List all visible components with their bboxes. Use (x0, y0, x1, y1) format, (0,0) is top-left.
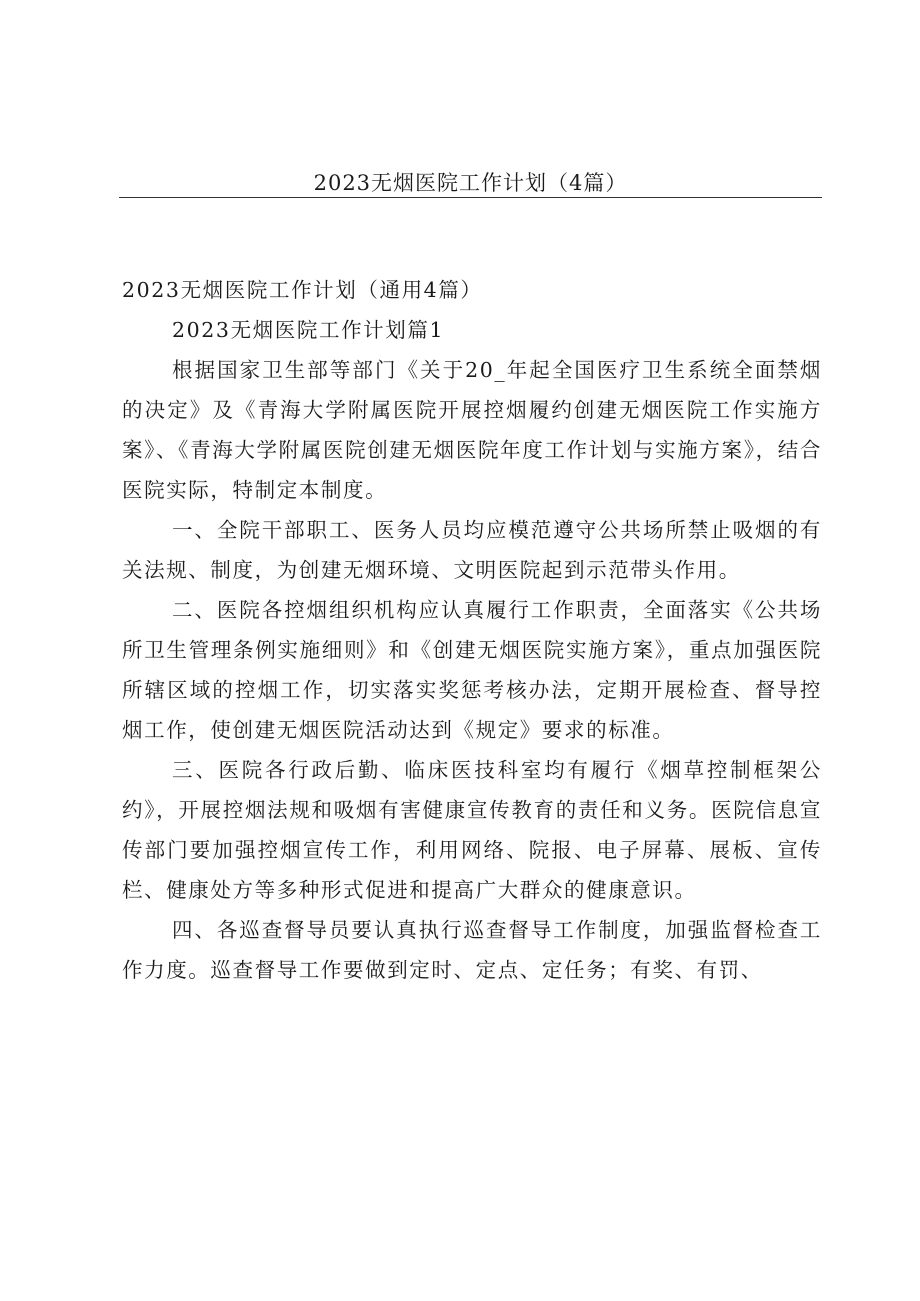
paragraph-item-2: 二、医院各控烟组织机构应认真履行工作职责，全面落实《公共场所卫生管理条例实施细则》和《创建无烟医院实施方案》，重点加强医院所辖区域的控烟工作，切实落实奖惩考核办法，定期开展检查、督导控烟工作，使创建无烟医院活动达到《规定》要求的标准。 (122, 598, 822, 742)
section-title: 2023无烟医院工作计划篇1 (172, 318, 445, 342)
paragraph-item-1: 一、全院干部职工、医务人员均应模范遵守公共场所禁止吸烟的有关法规、制度，为创建无烟环境、文明医院起到示范带头作用。 (122, 518, 822, 582)
document-subtitle: 2023无烟医院工作计划（通用4篇） (122, 278, 483, 302)
paragraph-item-3: 三、医院各行政后勤、临床医技科室均有履行《烟草控制框架公约》，开展控烟法规和吸烟有害健康宣传教育的责任和义务。医院信息宣传部门要加强控烟宣传工作，利用网络、院报、电子屏幕、展板、宣传栏、健康处方等多种形式促进和提高广大群众的健康意识。 (122, 758, 822, 902)
document-body (122, 270, 822, 990)
paragraph-intro: 根据国家卫生部等部门《关于20_年起全国医疗卫生系统全面禁烟的决定》及《青海大学附属医院开展控烟履约创建无烟医院工作实施方案》、《青海大学附属医院创建无烟医院年度工作计划与实施方案》，结合医院实际，特制定本制度。 (122, 358, 822, 502)
document-title: 2023无烟医院工作计划（4篇） (313, 171, 628, 195)
title-underline (119, 197, 822, 198)
paragraph-item-4: 四、各巡查督导员要认真执行巡查督导工作制度，加强监督检查工作力度。巡查督导工作要做到定时、定点、定任务；有奖、有罚、 (122, 918, 822, 982)
